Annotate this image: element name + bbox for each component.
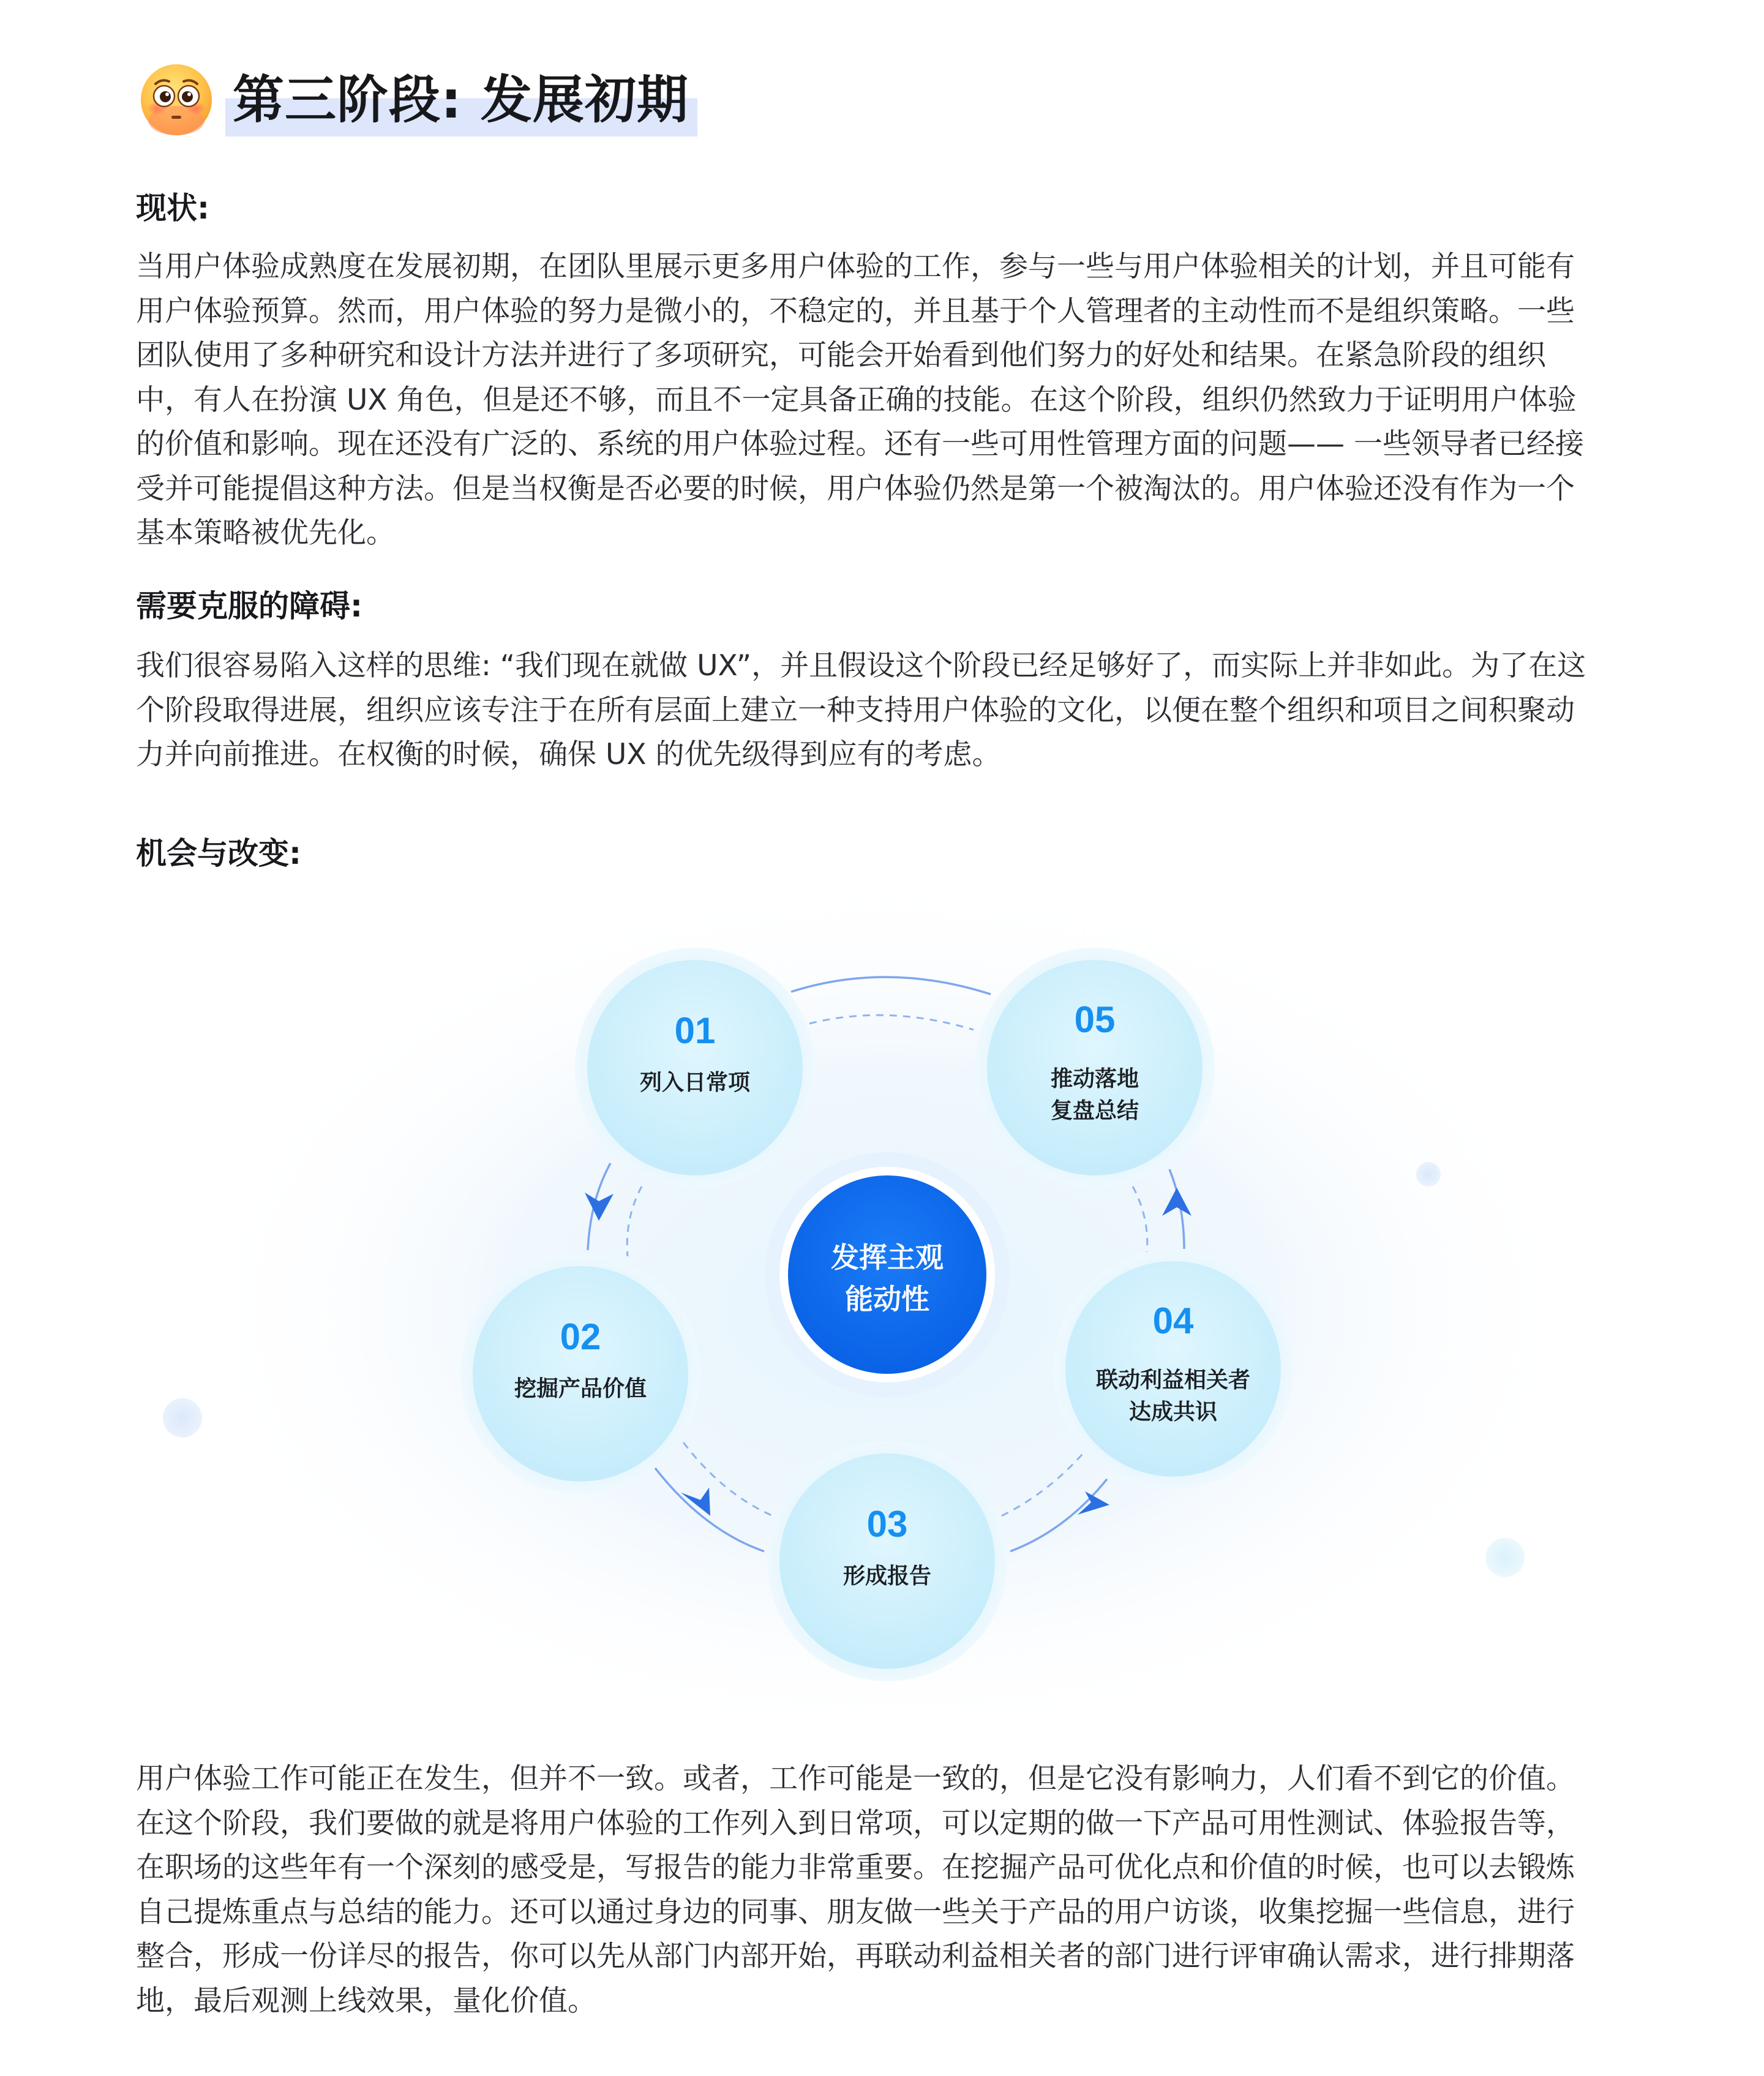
step-label-line: 推动落地 — [1050, 1066, 1139, 1092]
opportunity-heading: 机会与改变: — [136, 836, 301, 871]
step-node-03 — [767, 1441, 1007, 1681]
obstacles-heading: 需要克服的障碍: — [136, 588, 362, 624]
step-node-circle — [779, 1453, 995, 1669]
step-number: 03 — [866, 1504, 908, 1545]
step-node-01 — [575, 948, 815, 1188]
step-label-line: 列入日常项 — [639, 1070, 751, 1095]
step-number: 04 — [1152, 1300, 1194, 1341]
center-node — [765, 1152, 1010, 1397]
page-title-row — [138, 60, 697, 140]
decorative-dot — [1485, 1538, 1525, 1577]
decorative-dot — [163, 1398, 202, 1437]
step-node-02 — [460, 1254, 700, 1494]
step-label-line: 联动利益相关者 — [1095, 1368, 1251, 1393]
step-node-circle — [473, 1266, 688, 1482]
step-number: 01 — [674, 1010, 716, 1051]
step-label-line: 复盘总结 — [1050, 1098, 1139, 1123]
step-number: 02 — [560, 1316, 601, 1357]
center-label-line-2: 能动性 — [845, 1283, 929, 1316]
status-paragraph: 当用户体验成熟度在发展初期，在团队里展示更多用户体验的工作，参与一些与用户体验相关的计划，并且可能有用户体验预算。然而，用户体验的努力是微小的，不稳定的，并且基于个人管理者的主动性而不是组织策略。一些团队使用了多种研究和设计方法并进行了多项研究，可能会开始看到他们努力的好处和结果。在紧急阶段的组织中，有人在扮演 UX 角色，但是还不够，而且不一定具备正确的技能。在这个阶段，组织仍然致力于证明用户体验的价值和影响。现在还没有广泛的、系统的用户体验过程。还有一些可用性管理方面的问题—— 一些领导者已经接受并可能提倡这种方法。但是当权衡是否必要的时候，用户体验仍然是第一个被淘汰的。用户体验还没有作为一个基本策略被优先化。 — [136, 250, 1584, 550]
step-number: 05 — [1074, 999, 1116, 1040]
step-label-line: 挖掘产品价值 — [514, 1376, 647, 1401]
flushed-face-emoji-icon — [138, 62, 214, 138]
page-title: 第三阶段: 发展初期 — [225, 63, 697, 137]
step-node-circle — [587, 960, 803, 1175]
step-label-line: 形成报告 — [843, 1564, 932, 1589]
cycle-diagram — [0, 851, 1764, 1733]
status-heading: 现状: — [136, 190, 209, 226]
center-label-line-1: 发挥主观 — [831, 1241, 944, 1274]
closing-paragraph: 用户体验工作可能正在发生，但并不一致。或者，工作可能是一致的，但是它没有影响力，人们看不到它的价值。在这个阶段，我们要做的就是将用户体验的工作列入到日常项，可以定期的做一下产品可用性测试、体验报告等，在职场的这些年有一个深刻的感受是，写报告的能力非常重要。在挖掘产品可优化点和价值的时候，也可以去锻炼自己提炼重点与总结的能力。还可以通过身边的同事、朋友做一些关于产品的用户访谈，收集挖掘一些信息，进行整合，形成一份详尽的报告，你可以先从部门内部开始，再联动利益相关者的部门进行评审确认需求，进行排期落地，最后观测上线效果，量化价值。 — [136, 1762, 1575, 2018]
step-label-line: 达成共识 — [1128, 1400, 1218, 1425]
obstacles-paragraph: 我们很容易陷入这样的思维: “我们现在就做 UX”，并且假设这个阶段已经足够好了，而实际上并非如此。为了在这个阶段取得进展，组织应该专注于在所有层面上建立一种支持用户体验的文化，以便在整个组织和项目之间积聚动力并向前推进。在权衡的时候，确保 UX 的优先级得到应有的考虑。 — [136, 649, 1586, 771]
decorative-dot — [1416, 1162, 1441, 1186]
step-node-05 — [975, 948, 1215, 1188]
step-node-04 — [1053, 1249, 1293, 1489]
